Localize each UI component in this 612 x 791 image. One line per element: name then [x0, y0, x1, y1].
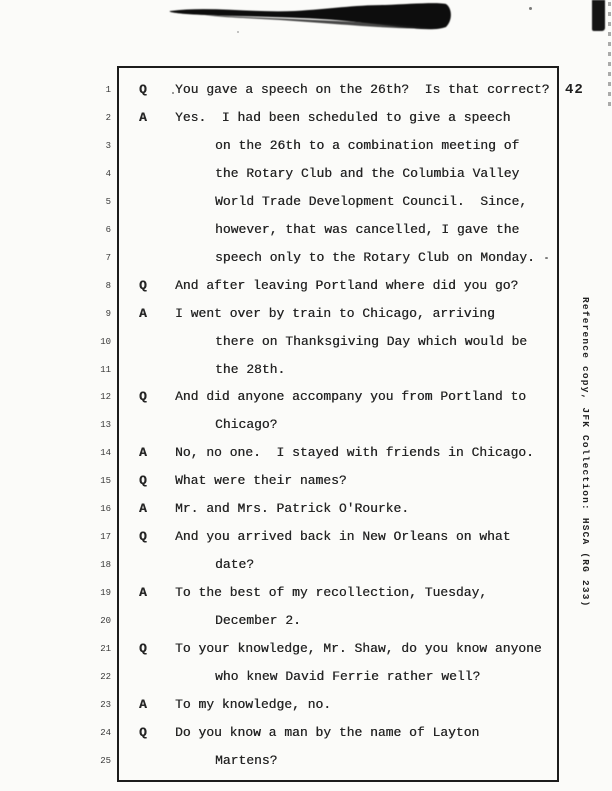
- line-text: the Rotary Club and the Columbia Valley: [215, 165, 520, 181]
- transcript-line: [0, 389, 612, 417]
- transcript-line: [0, 334, 612, 362]
- transcript-line: [0, 697, 612, 725]
- transcript-line: [0, 613, 612, 641]
- transcript-line: [0, 166, 612, 194]
- transcript-line: [0, 222, 612, 250]
- transcript-line: [0, 138, 612, 166]
- line-number: 10: [100, 336, 111, 347]
- line-number: 25: [100, 755, 111, 766]
- line-number: 7: [105, 252, 111, 263]
- line-text: speech only to the Rotary Club on Monday.: [215, 249, 535, 265]
- transcript-line: [0, 110, 612, 138]
- line-text: date?: [215, 557, 255, 573]
- line-number: 8: [105, 280, 111, 291]
- line-text: Do you know a man by the name of Layton: [175, 724, 480, 740]
- line-text: To my knowledge, no.: [175, 696, 332, 712]
- line-text: You gave a speech on the 26th? Is that correct?: [175, 82, 550, 97]
- transcript-line: [0, 82, 612, 110]
- line-text: Martens?: [215, 752, 278, 768]
- line-text: And did anyone accompany you from Portland to: [175, 389, 527, 405]
- speaker-label: A: [139, 109, 147, 125]
- line-text: December 2.: [215, 613, 301, 629]
- transcript-line: [0, 445, 612, 473]
- transcript-line: [0, 585, 612, 613]
- transcript-line: [0, 725, 612, 753]
- transcript-line: [0, 557, 612, 585]
- line-text: Chicago?: [215, 417, 278, 433]
- line-text: there on Thanksgiving Day which would be: [215, 333, 528, 349]
- speaker-label: A: [139, 501, 147, 517]
- speaker-label: Q: [139, 389, 147, 405]
- line-number: 24: [100, 727, 111, 738]
- line-text: And after leaving Portland where did you go?: [175, 277, 519, 293]
- speaker-label: Q: [139, 724, 147, 740]
- line-number: 21: [100, 644, 111, 654]
- line-number: 16: [100, 504, 111, 515]
- line-text: World Trade Development Council. Since,: [215, 193, 528, 209]
- line-text: Mr. and Mrs. Patrick O'Rourke.: [175, 501, 410, 517]
- archive-stamp-vertical: Reference copy, JFK Collection: HSCA (RG 233): [580, 297, 591, 608]
- line-number: 18: [100, 560, 111, 571]
- line-number: 3: [105, 140, 111, 151]
- line-text: the 28th.: [215, 361, 286, 377]
- line-text: on the 26th to a combination meeting of: [215, 137, 520, 153]
- line-text: And you arrived back in New Orleans on what: [175, 529, 511, 545]
- line-number: 2: [105, 112, 111, 123]
- speaker-label: A: [139, 696, 147, 712]
- line-number: 14: [100, 448, 111, 459]
- line-text: What were their names?: [175, 473, 347, 489]
- line-number: 6: [105, 224, 111, 235]
- speaker-label: A: [139, 305, 147, 321]
- line-text: Yes. I had been scheduled to give a speech: [175, 109, 511, 125]
- transcript-line: [0, 669, 612, 697]
- speaker-label: Q: [139, 529, 147, 545]
- page-number: 42: [565, 82, 584, 98]
- transcript-line: [0, 417, 612, 445]
- transcript-line: [0, 753, 612, 781]
- transcript-line: [0, 362, 612, 390]
- transcript-line: [0, 194, 612, 222]
- speaker-label: Q: [139, 277, 147, 293]
- line-number: 23: [100, 699, 111, 710]
- transcript-line: [0, 501, 612, 529]
- line-number: 20: [100, 616, 111, 627]
- transcript-line: [0, 278, 612, 306]
- speaker-label: Q: [139, 82, 147, 97]
- transcript-line: [0, 529, 612, 557]
- line-number: 4: [105, 168, 111, 179]
- line-number: 5: [105, 196, 111, 207]
- speaker-label: Q: [139, 473, 147, 489]
- line-text: who knew David Ferrie rather well?: [215, 668, 481, 684]
- line-number: 1: [105, 85, 111, 95]
- speaker-label: Q: [139, 641, 147, 656]
- transcript-line: [0, 641, 612, 669]
- speaker-label: A: [139, 585, 147, 601]
- line-number: 9: [105, 308, 111, 319]
- line-number: 19: [100, 588, 111, 599]
- line-number: 17: [100, 532, 111, 543]
- line-text: however, that was cancelled, I gave the: [215, 221, 520, 237]
- line-text: No, no one. I stayed with friends in Chicago.: [175, 445, 534, 461]
- transcript-line: [0, 306, 612, 334]
- line-text: I went over by train to Chicago, arriving: [175, 305, 495, 321]
- speaker-label: A: [139, 445, 147, 461]
- transcript-line: [0, 473, 612, 501]
- line-number: 13: [100, 420, 111, 431]
- line-number: 12: [100, 392, 111, 403]
- line-number: 11: [100, 364, 111, 375]
- line-number: 22: [100, 671, 111, 682]
- transcript-line: [0, 250, 612, 278]
- line-text: To the best of my recollection, Tuesday,: [175, 585, 488, 601]
- line-number: 15: [100, 476, 111, 487]
- line-text: To your knowledge, Mr. Shaw, do you know anyone: [175, 641, 542, 656]
